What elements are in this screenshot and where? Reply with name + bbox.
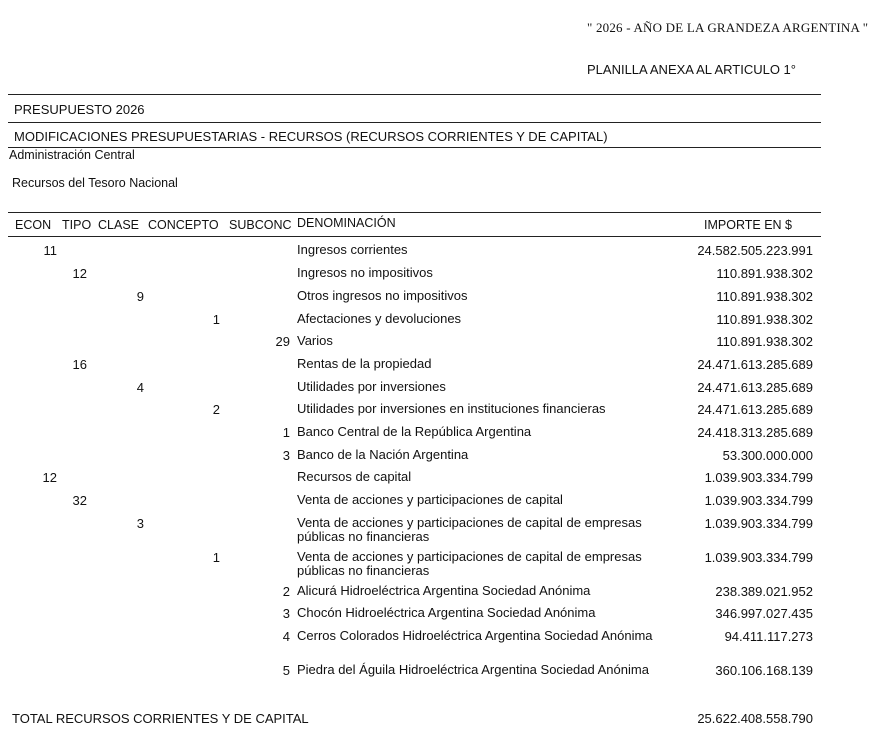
cell-concepto: 2 [212, 402, 220, 417]
cell-denominacion: Utilidades por inversiones [297, 379, 446, 394]
budget-title: PRESUPUESTO 2026 [14, 102, 145, 117]
total-value: 25.622.408.558.790 [697, 711, 813, 726]
cell-subconc: 1 [282, 425, 290, 440]
cell-importe: 24.471.613.285.689 [697, 357, 813, 372]
table-row [0, 470, 886, 492]
cell-importe: 238.389.021.952 [715, 584, 813, 599]
cell-subconc: 29 [275, 334, 290, 349]
cell-concepto: 1 [212, 312, 220, 327]
cell-importe: 110.891.938.302 [716, 289, 813, 304]
divider [8, 212, 821, 213]
table-row [0, 357, 886, 379]
cell-subconc: 3 [282, 448, 290, 463]
table-row [0, 289, 886, 311]
cell-denominacion: Cerros Colorados Hidroeléctrica Argentina Sociedad Anónima [297, 628, 653, 643]
cell-tipo: 16 [72, 357, 87, 372]
col-header-subconc: SUBCONC [229, 218, 292, 232]
cell-econ: 11 [43, 243, 57, 258]
cell-importe: 360.106.168.139 [715, 663, 813, 678]
divider [8, 236, 821, 237]
cell-importe: 110.891.938.302 [716, 266, 813, 281]
divider [8, 122, 821, 123]
cell-subconc: 4 [282, 629, 290, 644]
cell-denominacion: Chocón Hidroeléctrica Argentina Sociedad Anónima [297, 605, 596, 620]
table-row [0, 584, 886, 606]
administration-label: Administración Central [9, 148, 135, 162]
annex-title: PLANILLA ANEXA AL ARTICULO 1° [587, 62, 796, 77]
source-label: Recursos del Tesoro Nacional [12, 176, 178, 190]
cell-denominacion: Ingresos no impositivos [297, 265, 433, 280]
table-row [0, 312, 886, 334]
cell-denominacion: Rentas de la propiedad [297, 356, 432, 371]
table-row [0, 629, 886, 651]
table-row [0, 515, 886, 544]
col-header-concepto: CONCEPTO [148, 218, 219, 232]
cell-importe: 1.039.903.334.799 [704, 493, 813, 508]
cell-tipo: 32 [72, 493, 87, 508]
table-row [0, 663, 886, 685]
cell-denominacion: Afectaciones y devoluciones [297, 311, 462, 326]
cell-clase: 9 [136, 289, 144, 304]
col-header-clase: CLASE [98, 218, 139, 232]
cell-importe: 24.471.613.285.689 [697, 380, 813, 395]
table-row [0, 425, 886, 447]
cell-denominacion: Venta de acciones y participaciones de capital [297, 492, 563, 507]
cell-importe: 24.582.505.223.991 [697, 243, 813, 258]
table-row [0, 606, 886, 628]
col-header-econ: ECON [15, 218, 52, 232]
cell-subconc: 2 [282, 584, 290, 599]
col-header-tipo: TIPO [62, 218, 92, 232]
cell-tipo: 12 [72, 266, 87, 281]
total-label: TOTAL RECURSOS CORRIENTES Y DE CAPITAL [12, 711, 309, 726]
col-header-importe: IMPORTE EN $ [704, 218, 792, 232]
cell-denominacion: Varios [297, 333, 333, 348]
cell-denominacion: Alicurá Hidroeléctrica Argentina Sociedad Anónima [297, 583, 591, 598]
cell-importe: 346.997.027.435 [715, 606, 813, 621]
cell-subconc: 3 [282, 606, 290, 621]
table-row [0, 402, 886, 424]
table-row [0, 549, 886, 578]
cell-denominacion: Piedra del Águila Hidroeléctrica Argentina Sociedad Anónima [297, 662, 649, 677]
divider [8, 94, 821, 95]
cell-denominacion: Ingresos corrientes [297, 242, 408, 257]
col-header-denominacion: DENOMINACIÓN [297, 216, 396, 230]
cell-denominacion: Banco de la Nación Argentina [297, 447, 469, 462]
cell-econ: 12 [42, 470, 57, 485]
cell-importe: 1.039.903.334.799 [704, 470, 813, 485]
cell-denominacion: Recursos de capital [297, 469, 412, 484]
cell-importe: 94.411.117.273 [724, 629, 813, 644]
table-row [0, 266, 886, 288]
cell-denominacion: Venta de acciones y participaciones de capital de empresas públicas no financieras [297, 515, 642, 544]
document-motto: " 2026 - AÑO DE LA GRANDEZA ARGENTINA " [587, 20, 869, 35]
cell-concepto: 1 [212, 550, 220, 565]
cell-denominacion: Otros ingresos no impositivos [297, 288, 468, 303]
cell-importe: 110.891.938.302 [716, 334, 813, 349]
cell-subconc: 5 [282, 663, 290, 678]
cell-importe: 24.471.613.285.689 [697, 402, 813, 417]
cell-clase: 4 [136, 380, 144, 395]
cell-denominacion: Utilidades por inversiones en instituciones financieras [297, 401, 606, 416]
cell-importe: 24.418.313.285.689 [697, 425, 813, 440]
cell-denominacion: Banco Central de la República Argentina [297, 424, 532, 439]
cell-denominacion: Venta de acciones y participaciones de capital de empresas públicas no financieras [297, 549, 642, 578]
cell-importe: 53.300.000.000 [722, 448, 813, 463]
cell-importe: 110.891.938.302 [716, 312, 813, 327]
cell-clase: 3 [136, 516, 144, 531]
table-row [0, 493, 886, 515]
modifications-title: MODIFICACIONES PRESUPUESTARIAS - RECURSOS (RECURSOS CORRIENTES Y DE CAPITAL) [14, 129, 608, 144]
table-row [0, 380, 886, 402]
table-row [0, 448, 886, 470]
cell-importe: 1.039.903.334.799 [704, 516, 813, 531]
cell-importe: 1.039.903.334.799 [704, 550, 813, 565]
table-row [0, 334, 886, 356]
table-row [0, 243, 886, 265]
